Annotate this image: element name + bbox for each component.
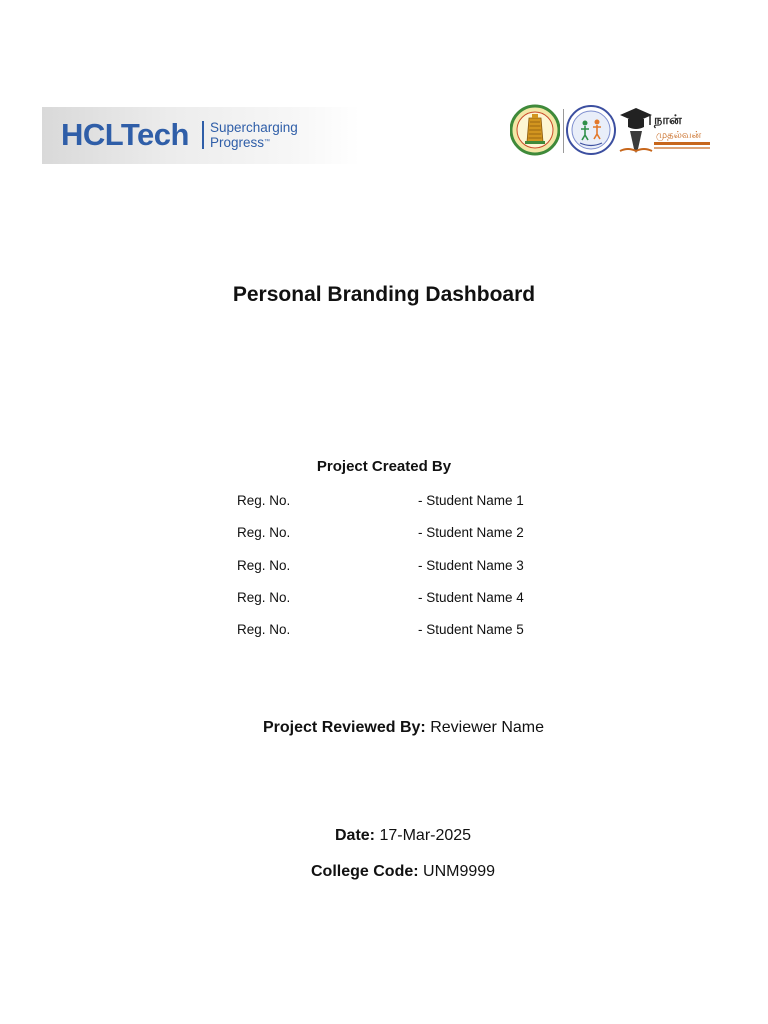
logo-separator (563, 109, 564, 153)
document-title: Personal Branding Dashboard (232, 283, 536, 306)
student-reg-no: Reg. No. (237, 493, 291, 508)
naan-logo-subline (654, 147, 710, 149)
tamil-nadu-emblem-icon (510, 104, 560, 156)
college-code-label: College Code: (311, 863, 419, 880)
student-name: - Student Name 5 (418, 622, 524, 638)
naan-mudhalvan-logo (618, 105, 710, 157)
hcltech-tagline-line1: Supercharging (210, 120, 298, 135)
student-row (237, 590, 557, 622)
hcltech-tagline (210, 120, 298, 150)
created-by-heading-text: Project Created By (316, 458, 452, 475)
date-line (335, 827, 471, 845)
naan-logo-line2: முதல்வன் (656, 130, 702, 141)
naan-logo-line1: நான் (654, 113, 682, 128)
hcltech-logo (42, 107, 360, 164)
graduation-cap-icon (618, 105, 654, 157)
hcltech-logo-divider (202, 121, 204, 149)
student-reg-no: Reg. No. (237, 622, 291, 638)
college-code-value: UNM9999 (423, 863, 496, 880)
hcltech-wordmark: HCLTech (61, 117, 189, 152)
student-list (237, 493, 557, 654)
partner-logos (508, 101, 710, 159)
student-row (237, 558, 557, 590)
reviewed-by-label: Project Reviewed By: (263, 719, 426, 736)
student-name: - Student Name 1 (418, 493, 524, 508)
date-value: 17-Mar-2025 (379, 827, 472, 844)
student-row (237, 525, 557, 557)
student-name: - Student Name 3 (418, 557, 524, 573)
student-reg-no: Reg. No. (237, 589, 291, 605)
student-row (237, 622, 557, 654)
college-code-line (311, 863, 495, 881)
student-name: - Student Name 2 (418, 525, 524, 541)
reviewer-name: Reviewer Name (430, 719, 544, 736)
student-row (237, 493, 557, 525)
student-reg-no: Reg. No. (237, 525, 291, 541)
hcltech-tagline-line2: Progress™ (210, 135, 271, 150)
naan-mudhalvan-circle-icon (566, 103, 616, 157)
student-reg-no: Reg. No. (237, 557, 291, 573)
reviewed-by-line (263, 719, 544, 737)
created-by-heading (0, 458, 768, 475)
naan-logo-underline (654, 142, 710, 145)
date-label: Date: (335, 827, 376, 844)
student-name: - Student Name 4 (418, 589, 524, 605)
